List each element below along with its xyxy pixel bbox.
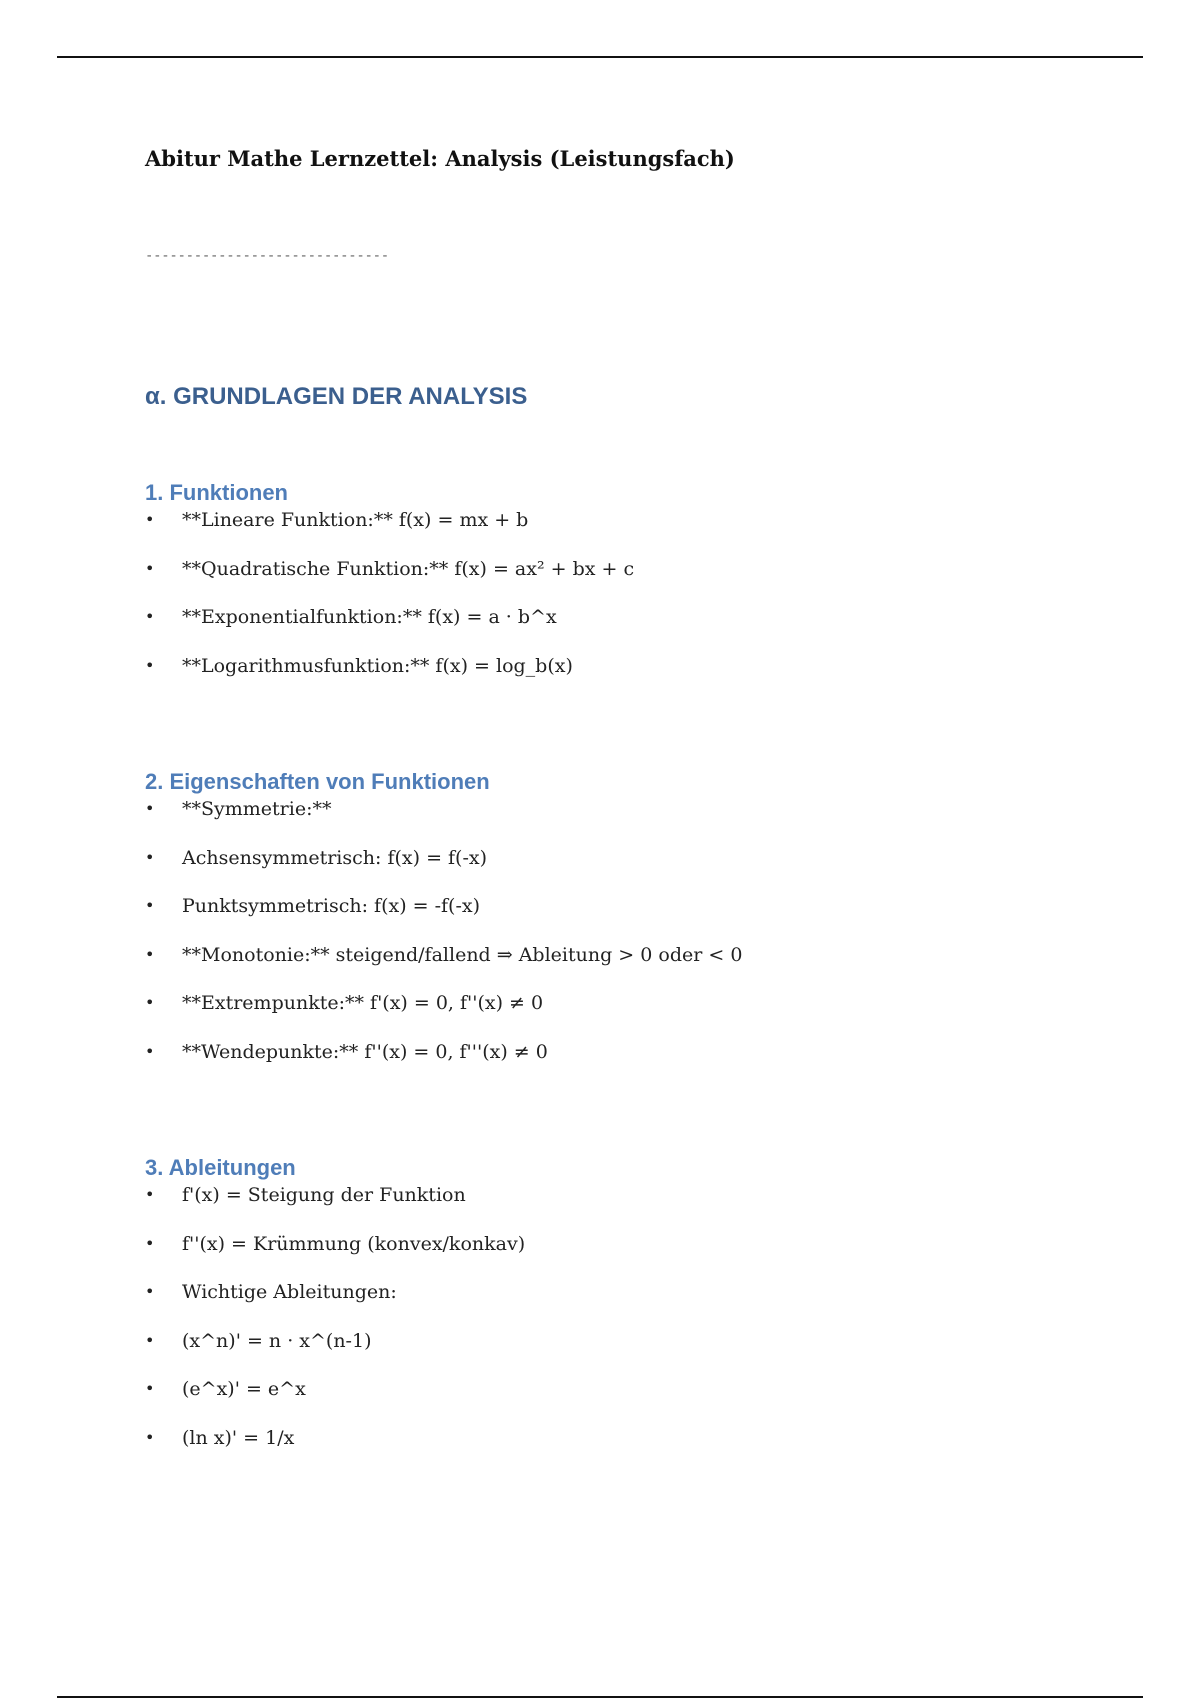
list-item: • **Extrempunkte:** f'(x) = 0, f''(x) ≠ 0 [145,992,544,1014]
list-item: • Wichtige Ableitungen: [145,1281,397,1303]
bottom-rule [57,1696,1143,1698]
bullet-icon: • [145,896,155,915]
list-item: • **Logarithmusfunktion:** f(x) = log_b(x) [145,654,573,677]
list-item: • (x^n)' = n · x^(n-1) [145,1329,372,1352]
bullet-icon: • [145,1330,155,1350]
list-item: • **Wendepunkte:** f''(x) = 0, f'''(x) ≠ 0 [145,1040,548,1063]
list-item: • (ln x)' = 1/x [145,1426,295,1449]
list-item: • Punktsymmetrisch: f(x) = -f(-x) [145,895,481,917]
chapter-heading: α. GRUNDLAGEN DER ANALYSIS [145,383,528,410]
list-item: • (e^x)' = e^x [145,1378,306,1400]
bullet-icon: • [145,799,155,818]
section-funktionen [145,479,1143,701]
list-item: • f'(x) = Steigung der Funktion [145,1184,466,1206]
bullet-list [145,796,1143,1065]
bullet-icon: • [145,1427,155,1447]
list-item: • Achsensymmetrisch: f(x) = f(-x) [145,846,488,869]
bullet-icon: • [145,993,155,1012]
list-item: • **Monotonie:** steigend/fallend ⇒ Ableitung > 0 oder < 0 [145,943,743,966]
bullet-icon: • [145,847,155,867]
list-item: • **Symmetrie:** [145,798,332,820]
top-rule [57,56,1143,58]
bullet-list [145,1182,1143,1451]
document-title: Abitur Mathe Lernzettel: Analysis (Leistungsfach) [145,146,735,171]
bullet-icon: • [145,944,155,964]
section-heading: 1. Funktionen [145,480,288,505]
section-heading: 2. Eigenschaften von Funktionen [145,769,490,794]
list-item: • **Quadratische Funktion:** f(x) = ax² + bx + c [145,557,635,580]
bullet-list [145,507,1143,679]
bullet-icon: • [145,607,155,626]
bullet-icon: • [145,510,155,529]
bullet-icon: • [145,1282,155,1301]
section-heading: 3. Ableitungen [145,1155,296,1180]
bullet-icon: • [145,1185,155,1204]
bullet-icon: • [145,655,155,675]
section-ableitungen [145,1154,1143,1473]
bullet-icon: • [145,558,155,578]
list-item: • **Exponentialfunktion:** f(x) = a · b^x [145,606,557,628]
bullet-icon: • [145,1041,155,1061]
separator-line: ------------------------------ [145,248,389,264]
list-item: • f''(x) = Krümmung (konvex/konkav) [145,1232,526,1255]
section-eigenschaften [145,768,1143,1087]
bullet-icon: • [145,1233,155,1253]
list-item: • **Lineare Funktion:** f(x) = mx + b [145,509,529,531]
bullet-icon: • [145,1379,155,1398]
